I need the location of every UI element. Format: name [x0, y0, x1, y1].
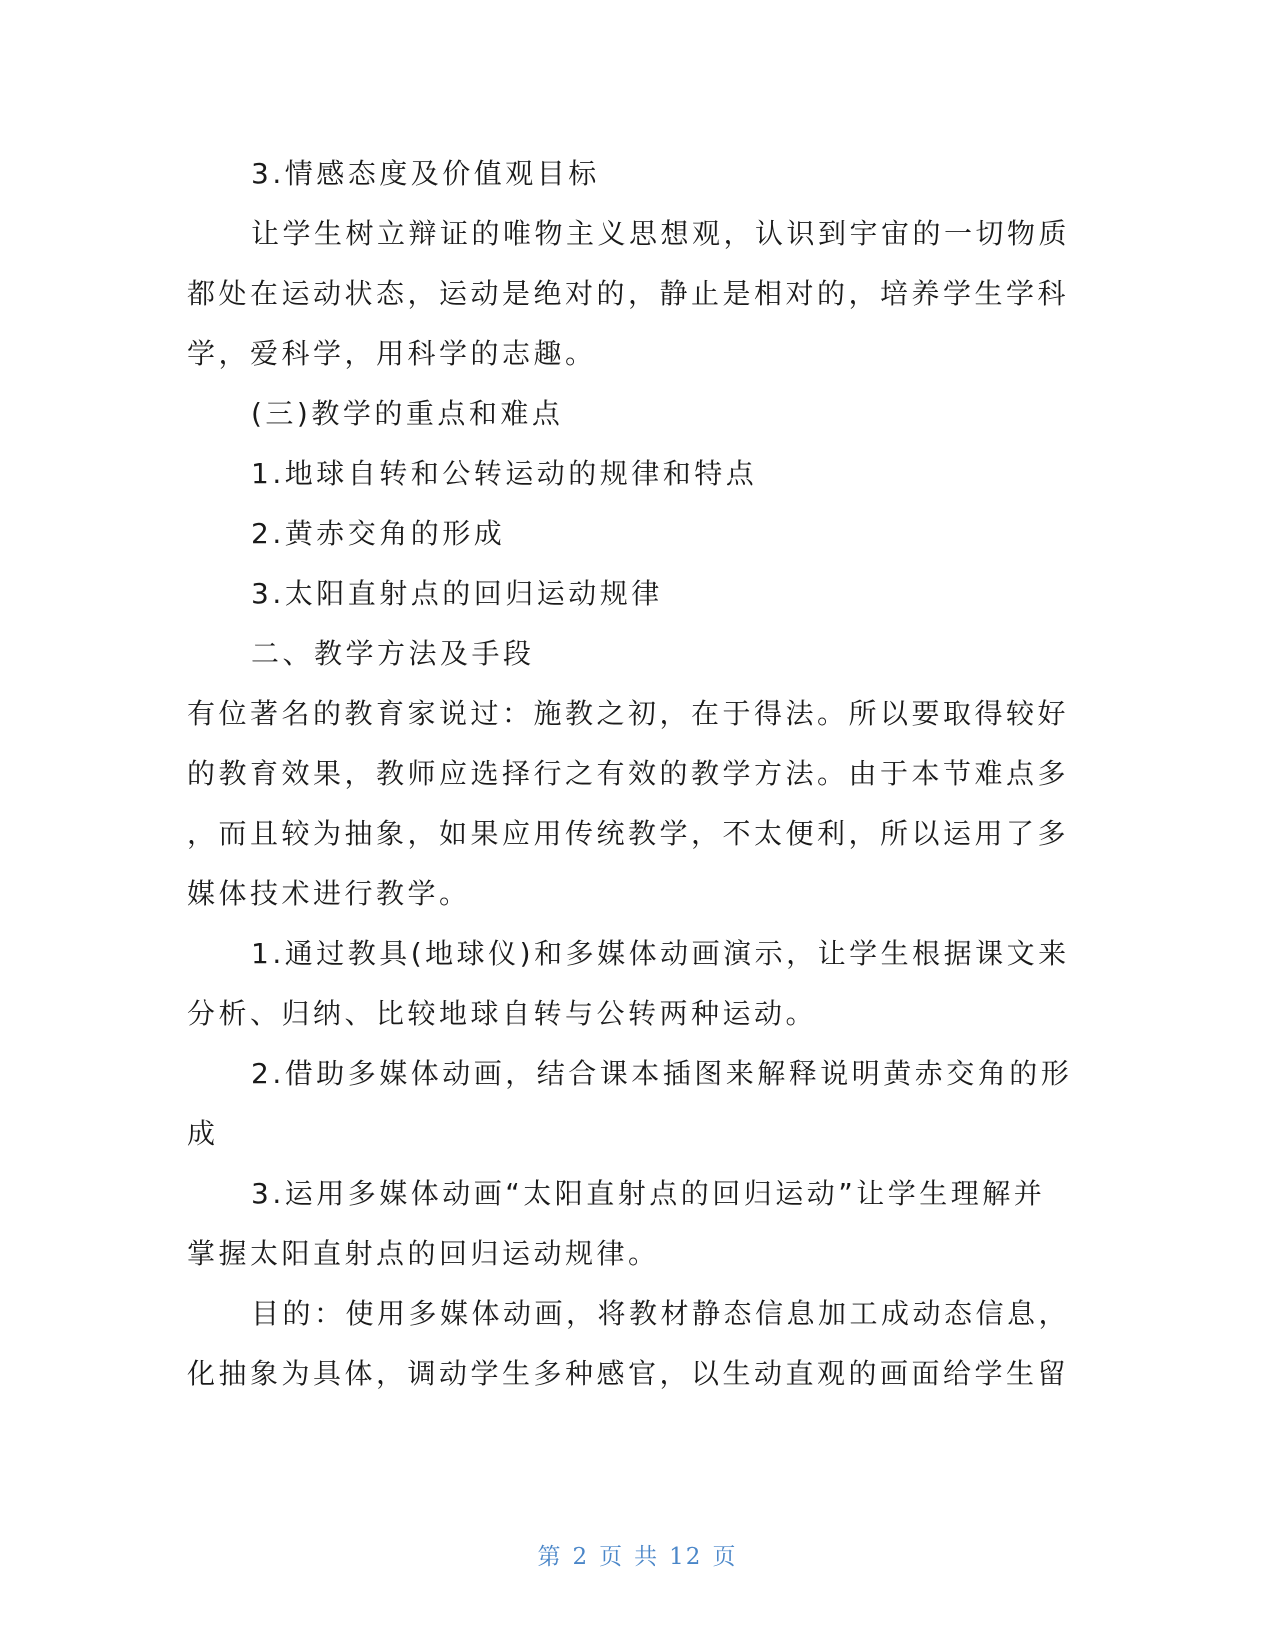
text-line: 2.黄赤交角的形成: [251, 517, 506, 550]
text-line: 3.太阳直射点的回归运动规律: [251, 577, 663, 610]
footer-prefix: 第: [537, 1544, 563, 1570]
text-line: 都处在运动状态，运动是绝对的，静止是相对的，培养学生学科: [187, 277, 1070, 310]
page-footer: [0, 1538, 1275, 1571]
text-line: 2.借助多媒体动画，结合课本插图来解释说明黄赤交角的形: [251, 1057, 1073, 1090]
text-line: 1.地球自转和公转运动的规律和特点: [251, 457, 758, 490]
text-line: 化抽象为具体，调动学生多种感官，以生动直观的画面给学生留: [187, 1357, 1070, 1390]
text-line: 3.情感态度及价值观目标: [251, 157, 600, 190]
footer-page-word: 页: [599, 1544, 625, 1570]
text-line: 成: [187, 1117, 219, 1150]
footer-current-page: 2: [572, 1544, 590, 1570]
text-line: 分析、归纳、比较地球自转与公转两种运动。: [187, 997, 818, 1030]
section-heading: (三)教学的重点和难点: [251, 397, 564, 430]
text-line: ，而且较为抽象，如果应用传统教学，不太便利，所以运用了多: [187, 817, 1070, 850]
footer-suffix: 页: [712, 1544, 738, 1570]
text-line: 的教育效果，教师应选择行之有效的教学方法。由于本节难点多: [187, 757, 1070, 790]
text-line: 目的：使用多媒体动画，将教材静态信息加工成动态信息，: [251, 1297, 1071, 1330]
text-line: 3.运用多媒体动画“太阳直射点的回归运动”让学生理解并: [251, 1177, 1046, 1210]
text-line: 掌握太阳直射点的回归运动规律。: [187, 1237, 660, 1270]
footer-total-word: 共: [634, 1544, 660, 1570]
footer-total-pages: 12: [669, 1544, 703, 1570]
text-line: 让学生树立辩证的唯物主义思想观，认识到宇宙的一切物质: [251, 217, 1071, 250]
text-line: 有位著名的教育家说过：施教之初，在于得法。所以要取得较好: [187, 697, 1070, 730]
text-line: 媒体技术进行教学。: [187, 877, 471, 910]
section-heading: 二、教学方法及手段: [251, 637, 535, 670]
text-line: 学，爱科学，用科学的志趣。: [187, 337, 597, 370]
text-line: 1.通过教具(地球仪)和多媒体动画演示，让学生根据课文来: [251, 937, 1070, 970]
document-body: [187, 144, 1073, 1404]
